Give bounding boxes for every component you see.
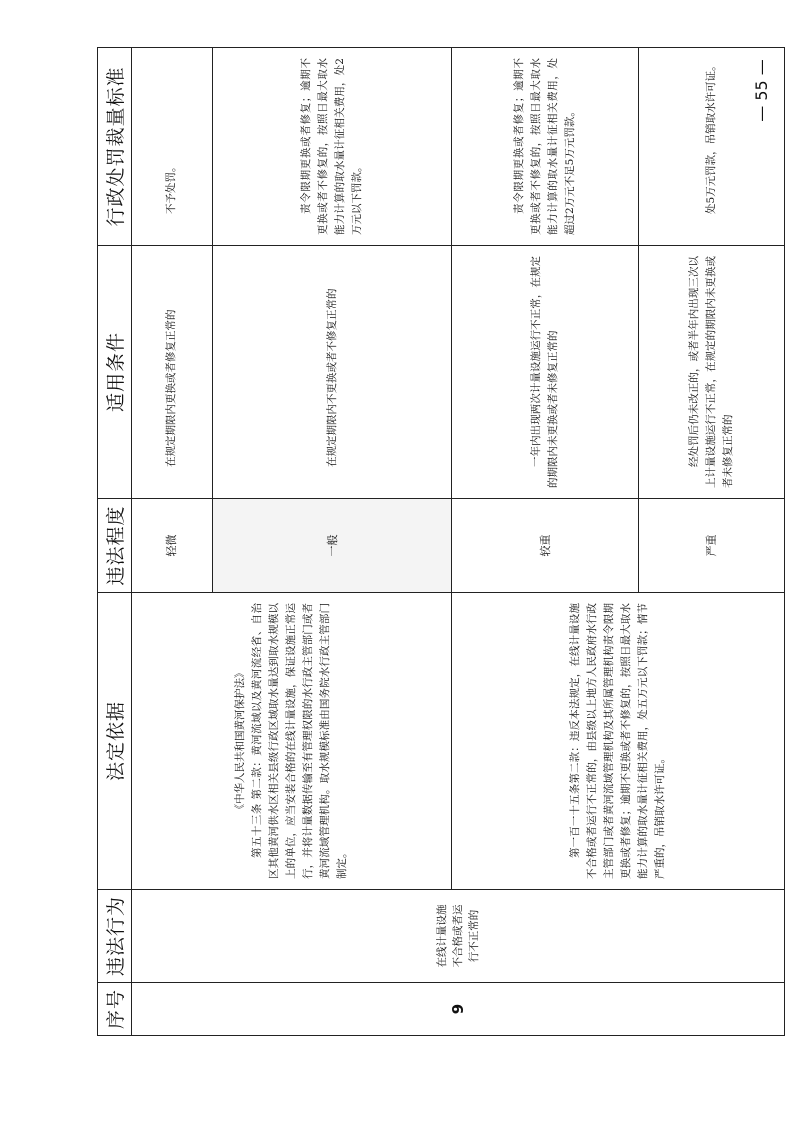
basis-law-title: 《中华人民共和国黄河保护法》 — [234, 667, 247, 815]
table-header-row — [98, 48, 132, 1036]
condition-serious: 一年内出现两次计量设施运行不正常，在规定的期限内未更换或者未修复正常的 — [452, 246, 639, 499]
standard-severe: 处5万元罚款，吊销取水许可证。 — [639, 48, 785, 246]
condition-general: 在规定期限内不更换或者不修复正常的 — [212, 246, 452, 499]
header-behavior: 违法行为 — [98, 890, 132, 983]
degree-minor: 轻微 — [132, 499, 213, 593]
degree-general: 一般 — [212, 499, 452, 593]
header-basis: 法定依据 — [98, 593, 132, 890]
condition-severe: 经处罚后仍未改正的，或者半年内出现三次以上计量设施运行不正常，在规定的期限内未更换或者未修复正常的 — [639, 246, 785, 499]
header-degree: 违法程度 — [98, 499, 132, 593]
standard-minor: 不予处罚。 — [132, 48, 213, 246]
row-behavior: 在线计量设施不合格或者运行不正常的 — [132, 890, 785, 983]
standard-general: 责令限期更换或者修复；逾期不更换或者不修复的，按照日最大取水能力计算的取水量计征相关费用，处2万元以下罚款。 — [212, 48, 452, 246]
header-standard: 行政处罚裁量标准 — [98, 48, 132, 246]
basis-article-53: 第五十三条 第二款：黄河流域以及黄河流经省、自治区其他黄河供水区相关县级行政区域取水量达到取水规模以上的单位，应当安装合格的在线计量设施，保证设施正常运行，并将计量数据传输至有管理权限的水行政主管部门或者黄河流域管理机构。取水规模标准由国务院水行政主管部门制定。 — [251, 603, 349, 879]
standard-serious: 责令限期更换或者修复；逾期不更换或者不修复的，按照日最大取水能力计算的取水量计征相关费用，处超过2万元不足5万元罚款。 — [452, 48, 639, 246]
rotated-table-container — [97, 48, 785, 1036]
basis-article-115: 第一百一十五条第二款：违反本法规定，在线计量设施不合格或者运行不正常的，由县级以上地方人民政府水行政主管部门或者黄河流域管理机构及其所属管理机构责令限期更换或者修复；逾期不更换或者不修复的，按照日最大取水能力计算的取水量计征相关费用，处五万元以下罚款；情节严重的，吊销取水许可证。 — [569, 603, 667, 879]
page-number-text: — 55 — — [751, 58, 771, 122]
header-condition: 适用条件 — [98, 246, 132, 499]
basis-cell-2 — [452, 593, 785, 890]
basis-cell-1 — [132, 593, 452, 890]
page-number — [741, 40, 781, 140]
table-row — [452, 48, 639, 1036]
header-seq: 序号 — [98, 983, 132, 1036]
degree-serious: 较重 — [452, 499, 639, 593]
degree-severe: 严重 — [639, 499, 785, 593]
row-seq: 9 — [132, 983, 785, 1036]
table-row — [132, 48, 213, 1036]
penalty-discretion-table — [97, 47, 785, 1036]
condition-minor: 在规定期限内更换或者修复正常的 — [132, 246, 213, 499]
